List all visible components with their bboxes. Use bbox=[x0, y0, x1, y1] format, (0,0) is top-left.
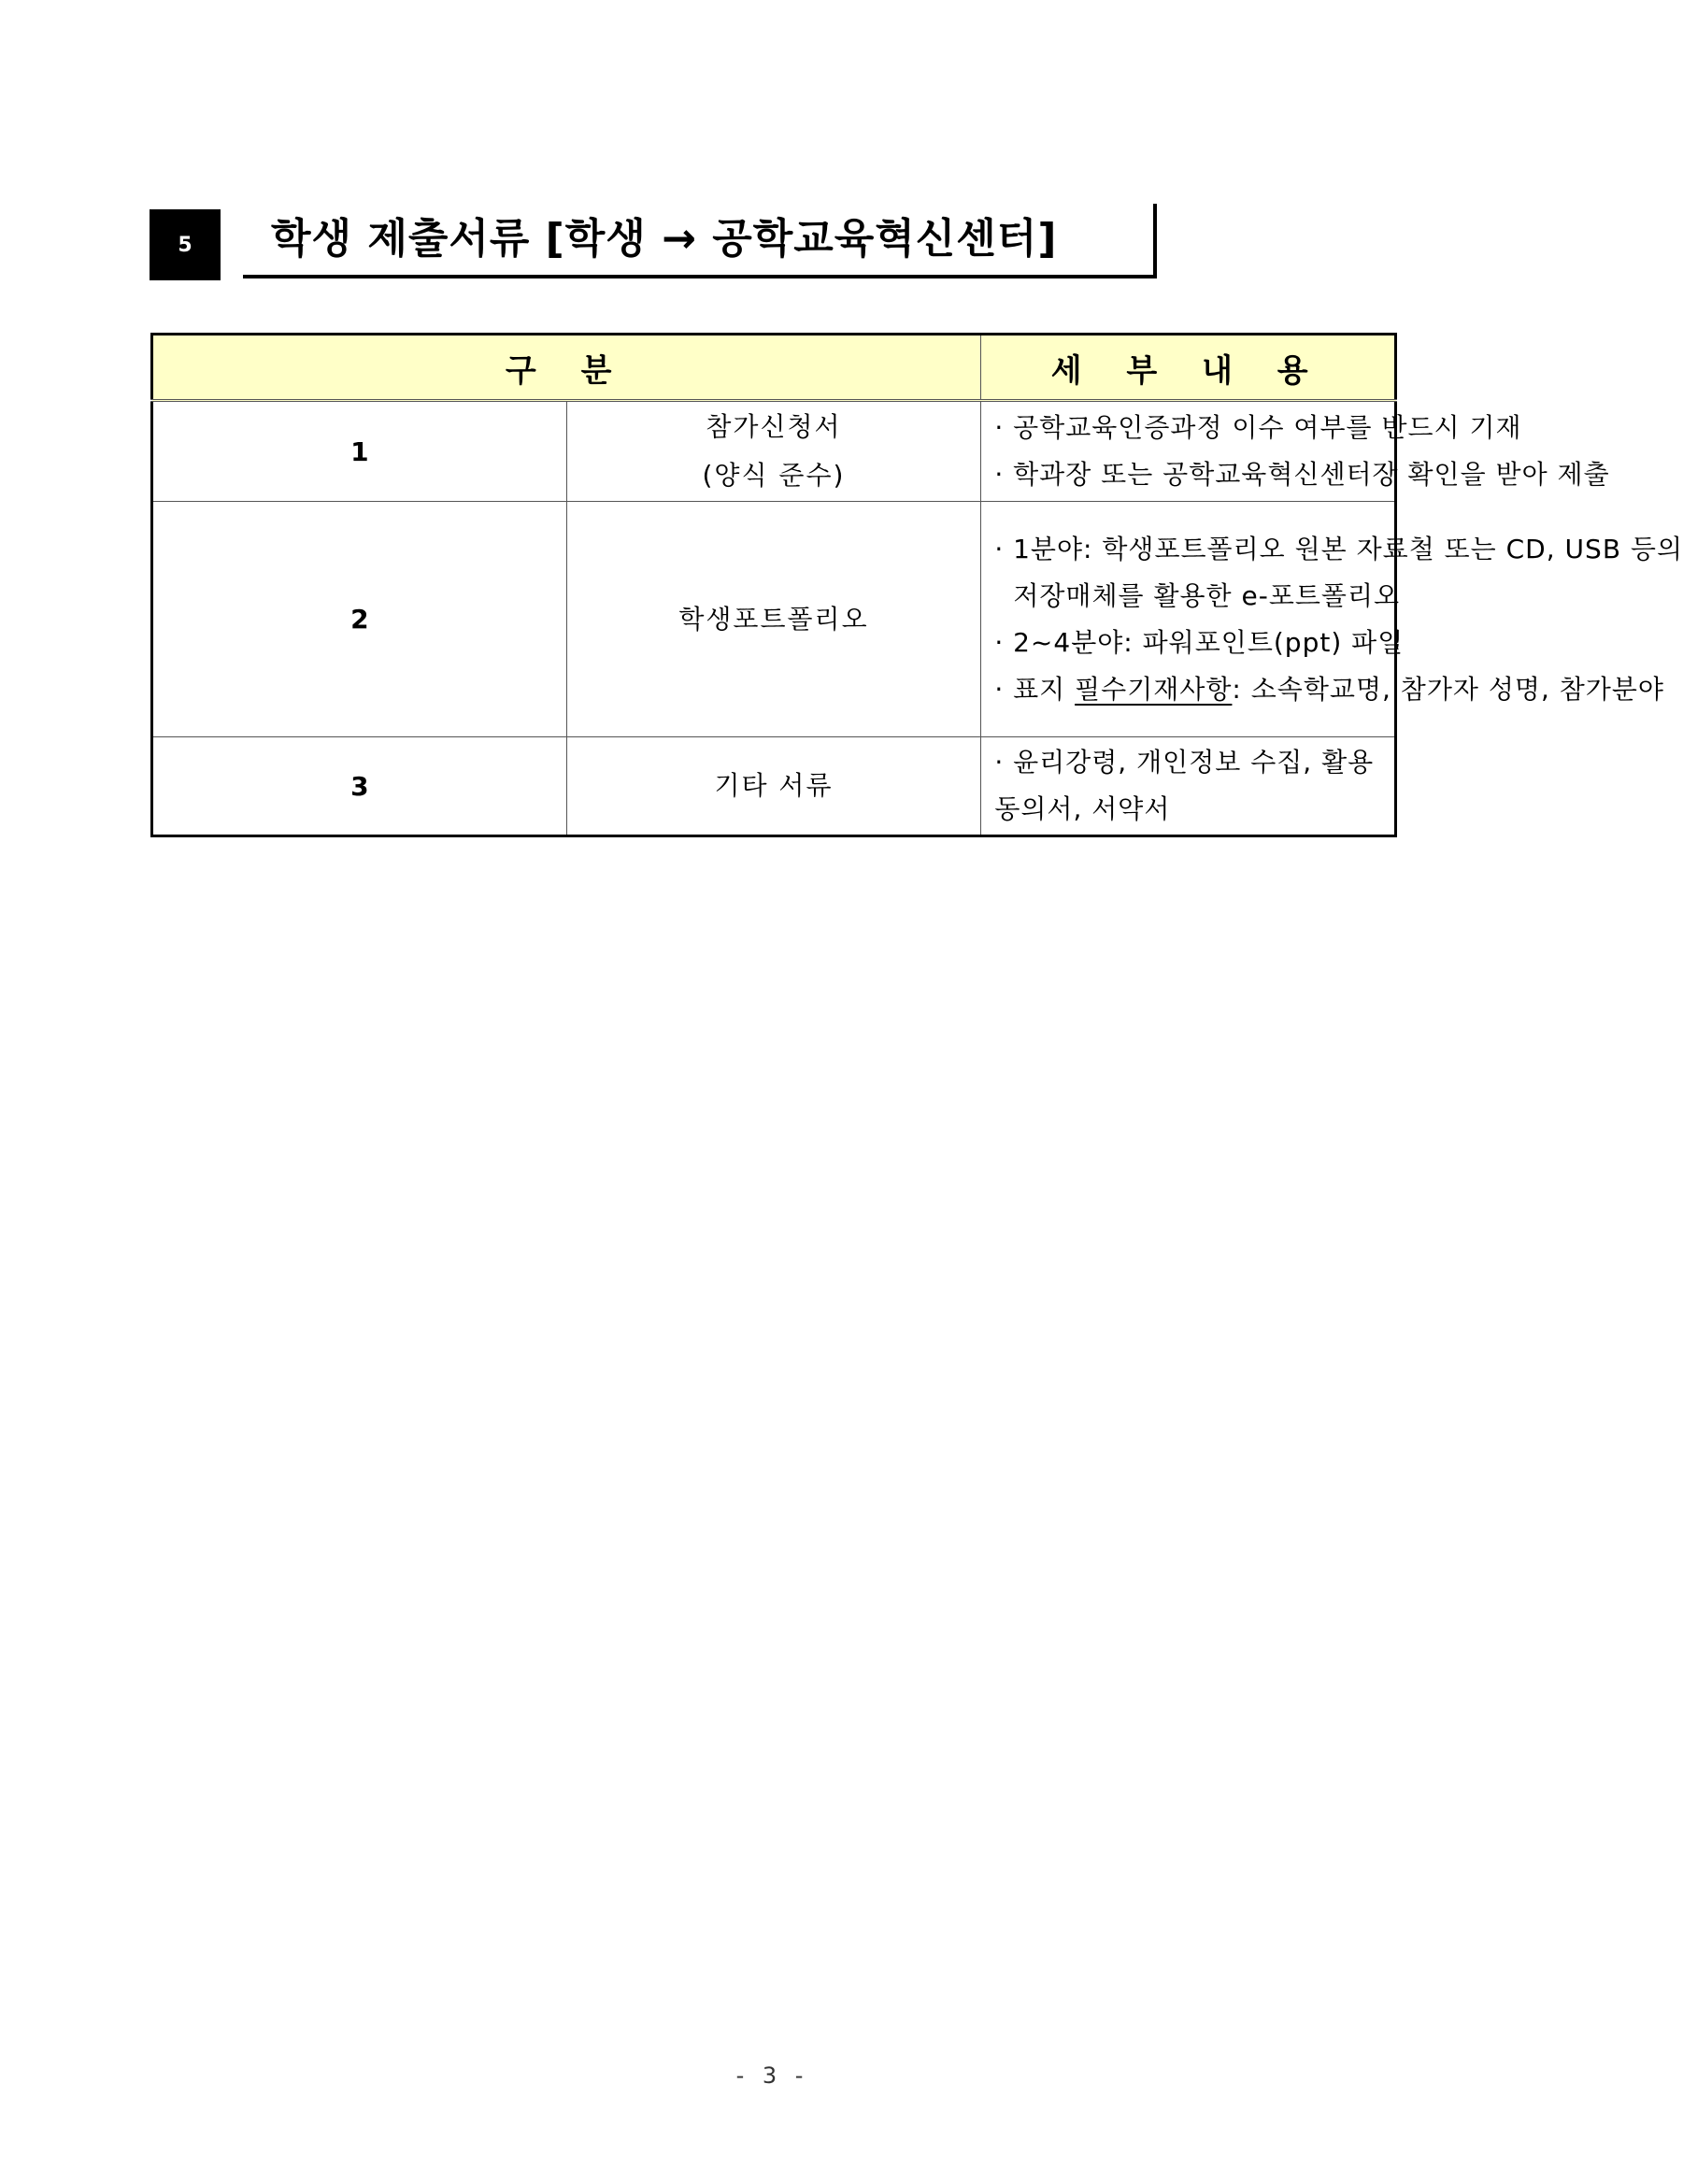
category-line: (양식 준수) bbox=[702, 460, 846, 491]
row-number: 1 bbox=[152, 401, 567, 502]
table-row bbox=[152, 737, 1396, 836]
row-category: 학생포트폴리오 bbox=[566, 502, 981, 737]
detail-line bbox=[994, 666, 1664, 713]
underlined-required-items: 필수기재사항 bbox=[1075, 673, 1233, 705]
table-row bbox=[152, 502, 1396, 737]
row-number: 3 bbox=[152, 737, 567, 836]
row-detail bbox=[981, 401, 1610, 502]
detail-line: · 학과장 또는 공학교육혁신센터장 확인을 받아 제출 bbox=[994, 459, 1610, 490]
row-detail bbox=[981, 502, 1683, 737]
detail-line: · 1분야: 학생포트폴리오 원본 자료철 또는 CD, USB 등의 bbox=[994, 533, 1683, 564]
detail-line: 저장매체를 활용한 e-포트폴리오 bbox=[1013, 579, 1401, 611]
header-category: 구 분 bbox=[152, 335, 981, 401]
submission-documents-table bbox=[150, 333, 1683, 837]
page-number: - 3 - bbox=[735, 2063, 809, 2089]
table-row bbox=[152, 401, 1396, 502]
detail-prefix: · 표지 bbox=[994, 673, 1076, 705]
detail-line: · 공학교육인증과정 이수 여부를 반드시 기재 bbox=[994, 412, 1522, 443]
header-details: 세 부 내 용 bbox=[981, 335, 1396, 401]
category-line: 참가신청서 bbox=[706, 411, 842, 442]
section-number-badge: 5 bbox=[150, 209, 221, 280]
row-category: 기타 서류 bbox=[566, 737, 981, 836]
detail-line: · 2~4분야: 파워포인트(ppt) 파일 bbox=[994, 626, 1405, 658]
row-number: 2 bbox=[152, 502, 567, 737]
detail-suffix: : 소속학교명, 참가자 성명, 참가분야 bbox=[1232, 673, 1664, 705]
section-title: 학생 제출서류 [학생 → 공학교육혁신센터] bbox=[243, 204, 1157, 278]
row-detail: · 윤리강령, 개인정보 수집, 활용 동의서, 서약서 bbox=[981, 737, 1396, 836]
section-header bbox=[150, 204, 1159, 280]
row-category bbox=[566, 401, 981, 502]
table-header-row bbox=[152, 335, 1396, 401]
